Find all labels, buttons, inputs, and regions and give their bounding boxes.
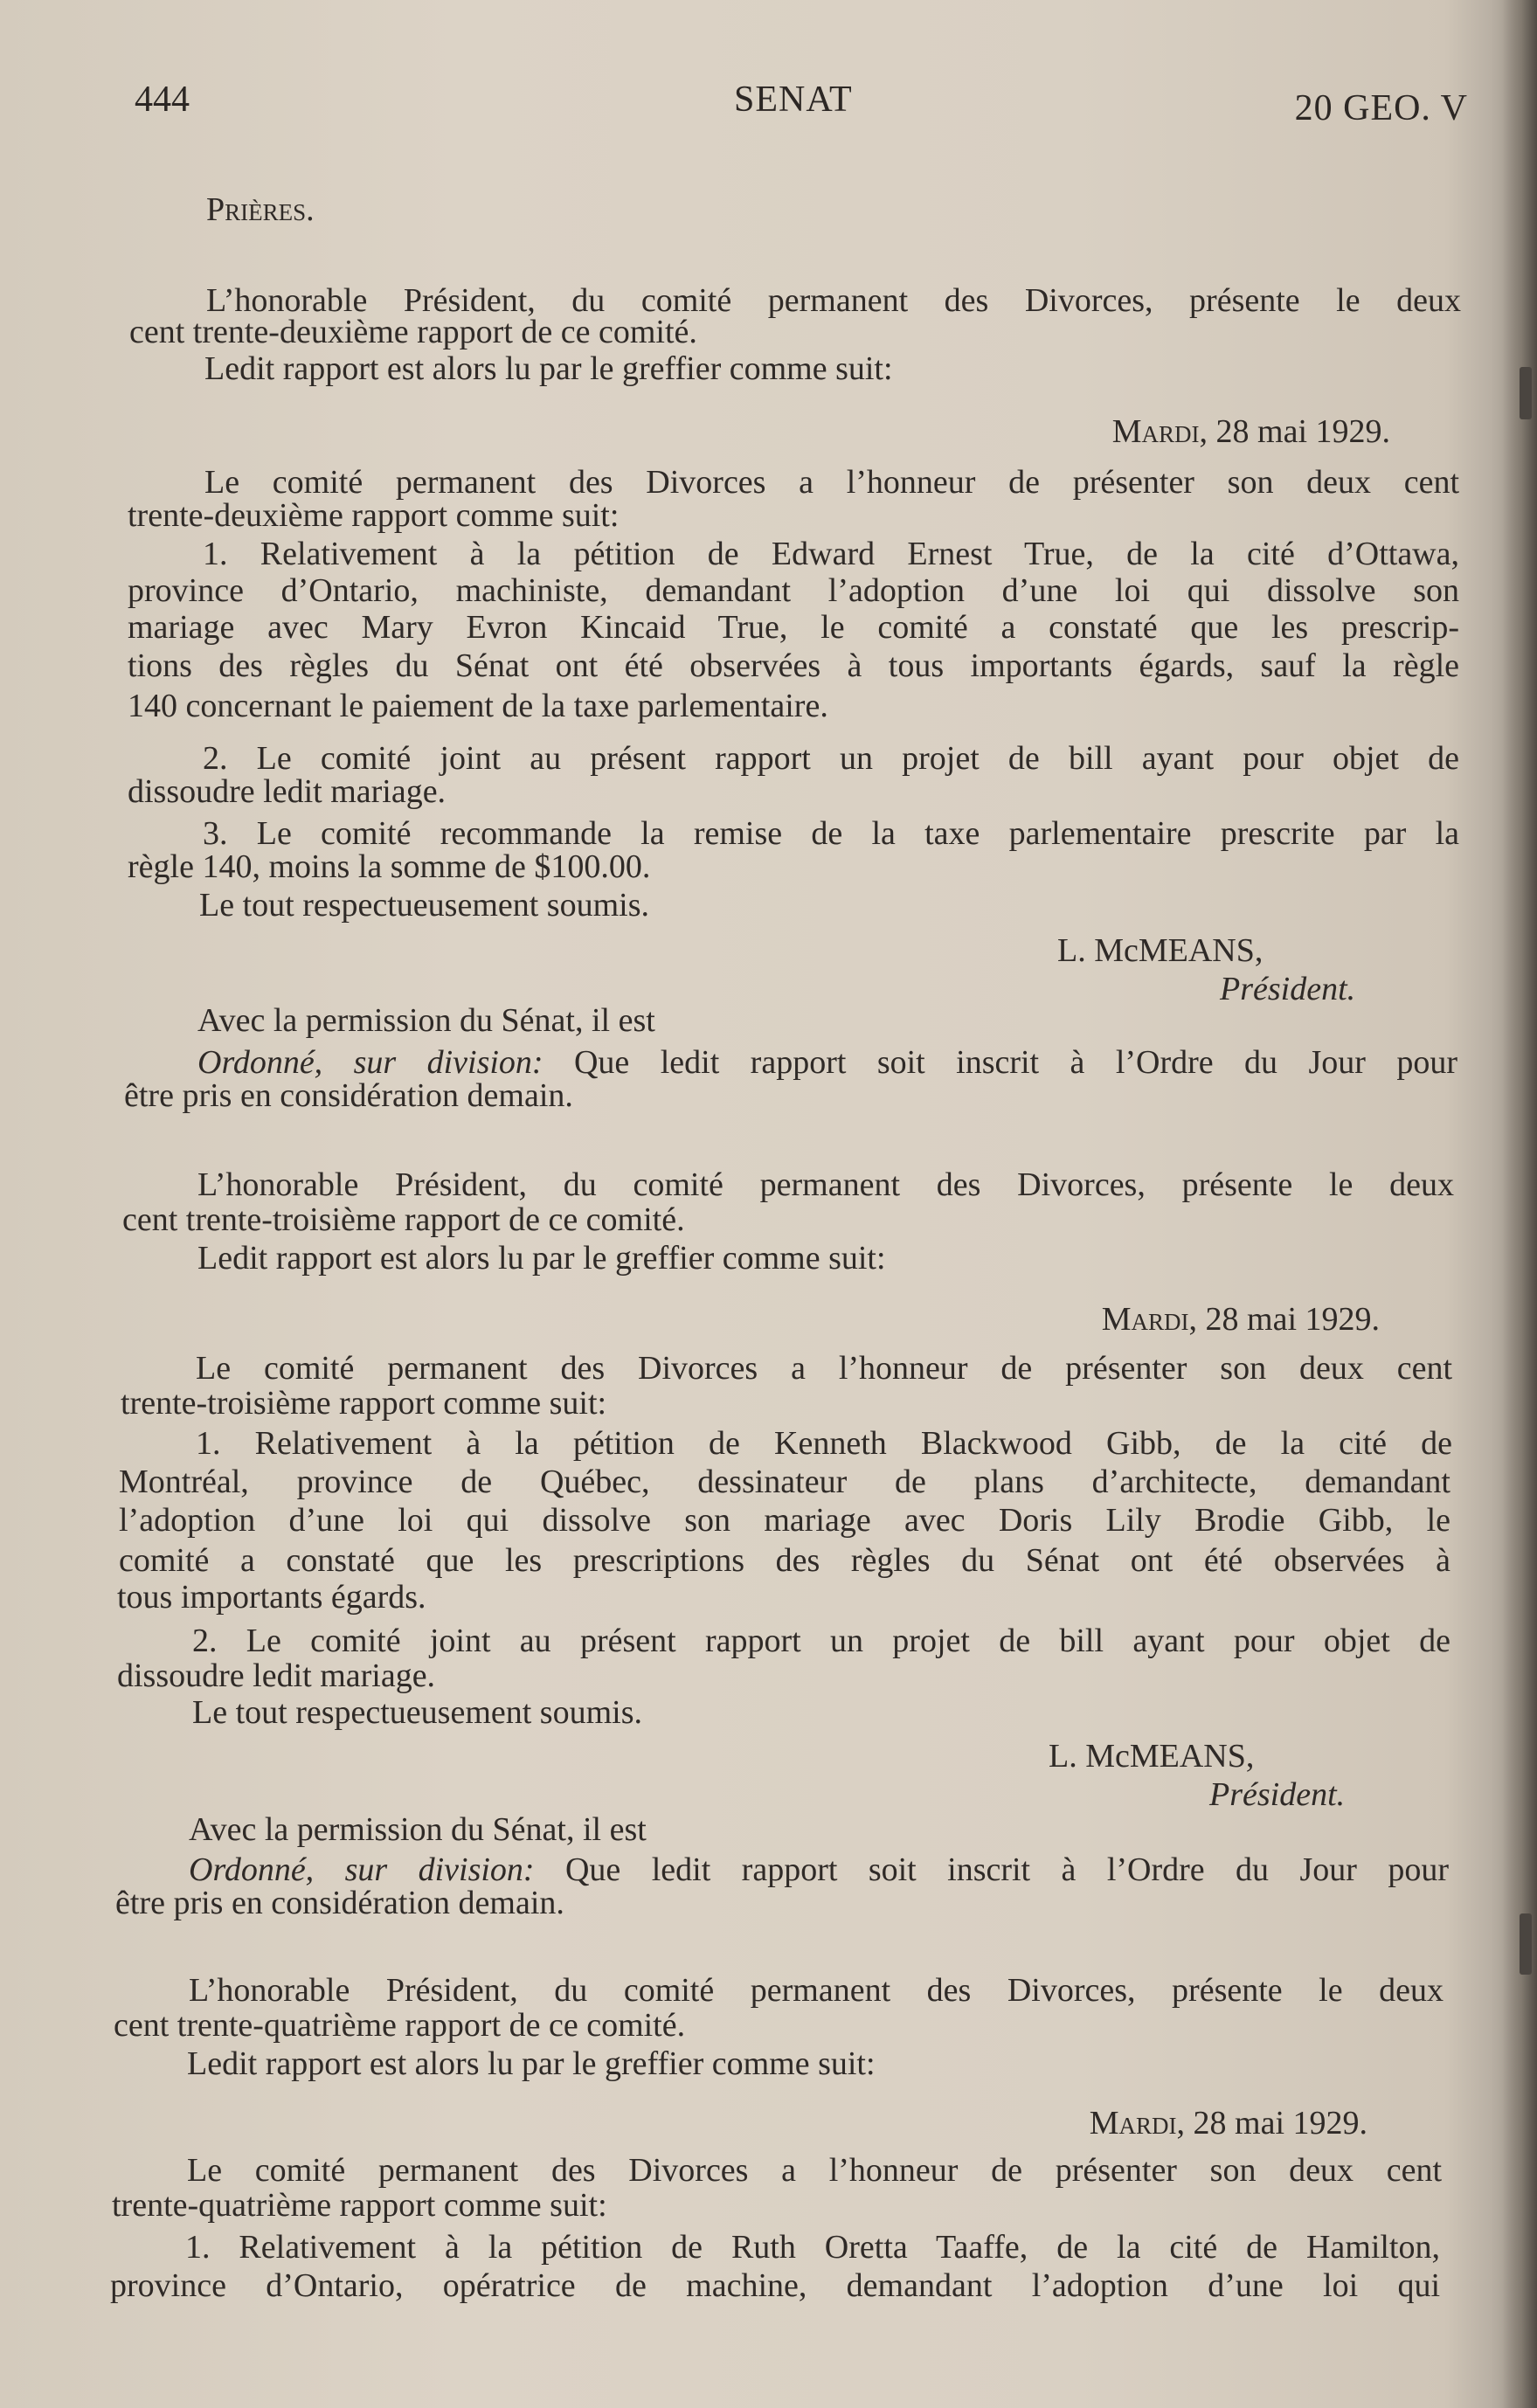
report-intro: L’honorable Président, du comité permanent des Divorces, présente le deux (189, 1972, 1444, 2009)
report-date: Mardi, 28 mai 1929. (1101, 1301, 1380, 1338)
report-body-line: comité a constaté que les prescriptions des règles du Sénat ont été observées à (119, 1542, 1450, 1579)
order-tail: être pris en considération demain. (124, 1077, 573, 1114)
report-body-line: province d’Ontario, machiniste, demandant l’adoption d’une loi qui dissolve son (128, 572, 1459, 609)
report-date: Mardi, 28 mai 1929. (1089, 2105, 1367, 2142)
report-date: Mardi, 28 mai 1929. (1111, 413, 1390, 450)
report-body-line: l’adoption d’une loi qui dissolve son mariage avec Doris Lily Brodie Gibb, le (119, 1502, 1450, 1539)
report-intro: cent trente-deuxième rapport de ce comité. (129, 314, 697, 350)
report-body-line: tions des règles du Sénat ont été observées à tous importants égards, sauf la règle (128, 647, 1459, 684)
session-label: 20 GEO. V (1294, 88, 1468, 128)
order-tail: être pris en considération demain. (115, 1885, 564, 1921)
permission-line: Avec la permission du Sénat, il est (189, 1811, 647, 1848)
report-closing: Le tout respectueusement soumis. (192, 1694, 642, 1731)
report-closing: Le tout respectueusement soumis. (199, 887, 649, 924)
report-body-line: Le comité permanent des Divorces a l’honneur de présenter son deux cent (187, 2152, 1442, 2189)
report-read: Ledit rapport est alors lu par le greffier comme suit: (187, 2045, 876, 2082)
report-body-line: province d’Ontario, opératrice de machine, demandant l’adoption d’une loi qui (110, 2267, 1440, 2304)
spine-mark (1520, 1913, 1532, 1975)
report-body-line: règle 140, moins la somme de $100.00. (128, 848, 651, 885)
report-body-line: Le comité permanent des Divorces a l’honneur de présenter son deux cent (204, 464, 1459, 501)
report-body-line: 1. Relativement à la pétition de Ruth Oretta Taaffe, de la cité de Hamilton, (185, 2229, 1440, 2266)
signer-title: Président. (1209, 1776, 1346, 1813)
report-body-line: Montréal, province de Québec, dessinateur de plans d’architecte, demandant (119, 1463, 1450, 1500)
spine-mark (1520, 367, 1532, 419)
prayers-heading: Prières. (206, 191, 315, 228)
signer-name: L. McMEANS, (1057, 932, 1264, 969)
order-line: Ordonné, sur division: Que ledit rapport soit inscrit à l’Ordre du Jour pour (189, 1851, 1449, 1888)
signer-title: Président. (1220, 971, 1356, 1007)
report-body-line: 1. Relativement à la pétition de Kenneth Blackwood Gibb, de la cité de (196, 1425, 1452, 1462)
report-body-line: 3. Le comité recommande la remise de la taxe parlementaire prescrite par la (203, 815, 1459, 852)
report-body-line: Le comité permanent des Divorces a l’honneur de présenter son deux cent (196, 1350, 1452, 1387)
report-body-line: 2. Le comité joint au présent rapport un projet de bill ayant pour objet de (203, 740, 1459, 777)
report-body-line: 1. Relativement à la pétition de Edward Ernest True, de la cité d’Ottawa, (203, 536, 1459, 572)
report-intro: L’honorable Président, du comité permanent des Divorces, présente le deux (206, 282, 1461, 319)
running-title: SENAT (734, 80, 853, 120)
permission-line: Avec la permission du Sénat, il est (197, 1002, 655, 1039)
book-spine-shadow (1502, 0, 1537, 2408)
report-intro: L’honorable Président, du comité permanent des Divorces, présente le deux (197, 1166, 1454, 1203)
order-line: Ordonné, sur division: Que ledit rapport soit inscrit à l’Ordre du Jour pour (197, 1044, 1457, 1081)
page-header (131, 79, 1468, 131)
report-body-line: tous importants égards. (117, 1579, 426, 1616)
report-body-line: 140 concernant le paiement de la taxe parlementaire. (128, 688, 828, 724)
report-intro: cent trente-quatrième rapport de ce comité. (114, 2007, 686, 2044)
report-body-line: trente-troisième rapport comme suit: (121, 1385, 607, 1422)
signer-name: L. McMEANS, (1049, 1738, 1255, 1775)
report-body-line: dissoudre ledit mariage. (117, 1657, 436, 1694)
report-read: Ledit rapport est alors lu par le greffier comme suit: (197, 1240, 886, 1277)
report-body-line: 2. Le comité joint au présent rapport un projet de bill ayant pour objet de (192, 1623, 1450, 1659)
report-body-line: trente-deuxième rapport comme suit: (128, 497, 620, 534)
report-intro: cent trente-troisième rapport de ce comité. (122, 1201, 685, 1238)
report-body-line: trente-quatrième rapport comme suit: (112, 2187, 607, 2224)
report-read: Ledit rapport est alors lu par le greffier comme suit: (204, 350, 893, 387)
page-number: 444 (135, 80, 190, 120)
report-body-line: dissoudre ledit mariage. (128, 773, 447, 810)
report-body-line: mariage avec Mary Evron Kincaid True, le comité a constaté que les prescrip- (128, 609, 1459, 646)
